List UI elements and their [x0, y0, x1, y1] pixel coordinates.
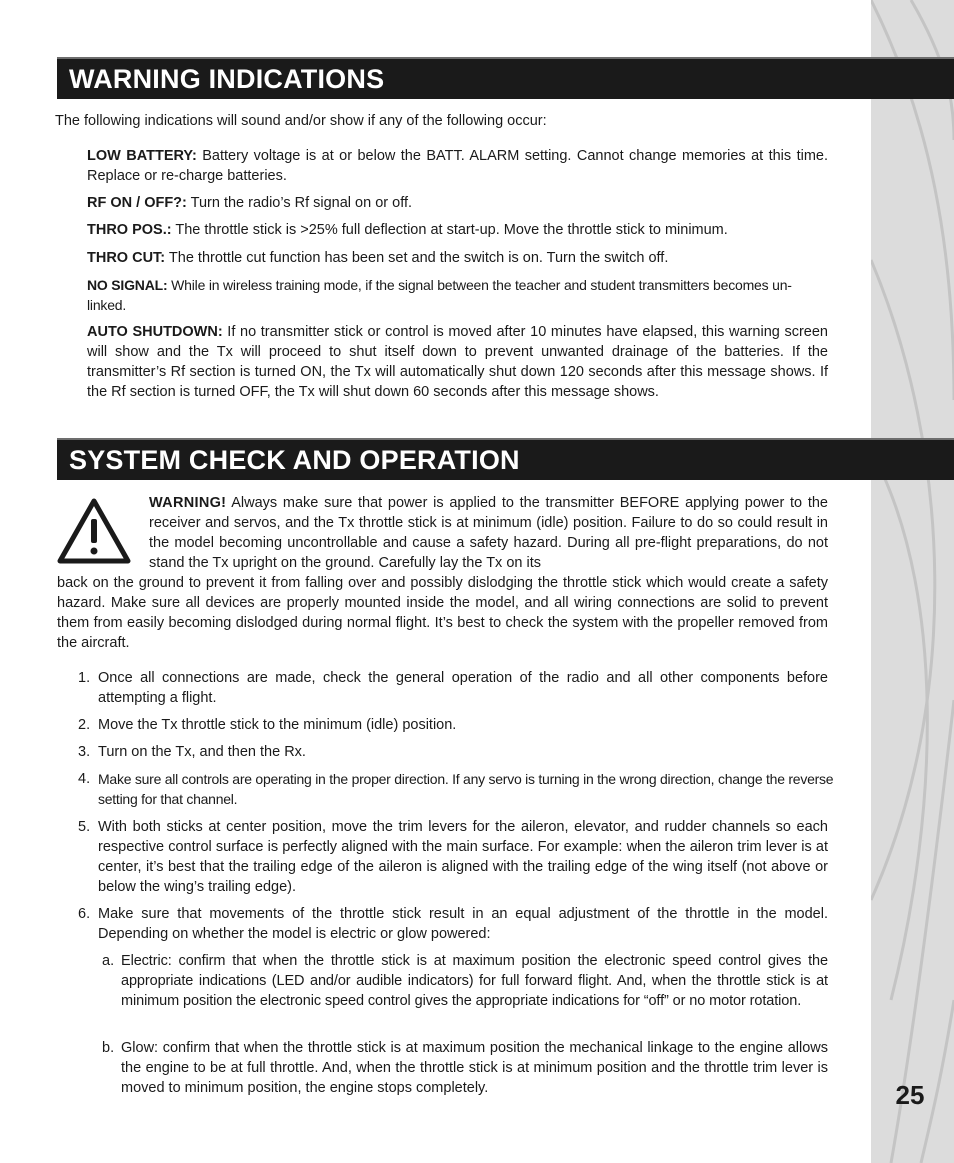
indication-label: AUTO SHUTDOWN:	[87, 324, 223, 340]
indication-item-thro-pos	[87, 220, 847, 240]
section-banner-warning-indications	[57, 57, 954, 99]
warning-triangle-icon	[56, 497, 132, 565]
warning-text-top: Always make sure that power is applied to the transmitter BEFORE applying power to the receiver and servos, and the Tx throttle stick is at minimum (idle) position. Failure to do so could result in the model becoming uncontrollable and cause a safety hazard. During all pre-flight preparations, do not stand the Tx upright on the ground. Carefully lay the Tx on its	[149, 495, 828, 571]
indication-text: If no transmitter stick or control is moved after 10 minutes have elapsed, this warning screen will show and the Tx will proceed to shut itself down to prevent unwanted drainage of the batteries. If the transmitter’s Rf section is turned ON, the Tx will automatically shut down 120 seconds after this message shows. If the Rf section is turned OFF, the Tx will shut down 60 seconds after this message shows.	[87, 324, 828, 400]
step-text: Move the Tx throttle stick to the minimum (idle) position.	[98, 717, 457, 733]
indication-text: The throttle stick is >25% full deflection at start-up. Move the throttle stick to minimum.	[171, 222, 728, 238]
warning-paragraph-top	[149, 493, 828, 573]
indication-item-thro-cut	[87, 248, 847, 268]
step-number: 2.	[78, 717, 91, 733]
indication-item-low-battery	[87, 146, 828, 186]
intro-text: The following indications will sound and/or show if any of the following occur:	[55, 113, 547, 129]
substep-letter: a.	[102, 953, 115, 969]
substep-text: Electric: confirm that when the throttle stick is at maximum position the electronic speed control gives the appropriate indications (LED and/or audible indicators) for full forward flight. And, when the throttle stick is at minimum position the electronic speed control gives the appropriate indications for “off” or no motor rotation.	[121, 953, 828, 1009]
section-banner-system-check	[57, 438, 954, 480]
substep-letter: b.	[102, 1040, 115, 1056]
indication-label: THRO POS.:	[87, 222, 172, 238]
indication-label: NO SIGNAL:	[87, 277, 168, 293]
substep-text: Glow: confirm that when the throttle stick is at maximum position the mechanical linkage to the engine allows the engine to be at full throttle. And, when the throttle stick is at minimum position and the throttle trim lever is moved to minimum position, the engine stops completely.	[121, 1040, 828, 1096]
indication-item-rf-on-off	[87, 193, 828, 213]
indication-item-no-signal	[87, 275, 828, 315]
warning-label: WARNING!	[149, 495, 227, 511]
section-heading: SYSTEM CHECK AND OPERATION	[69, 445, 520, 475]
indication-label: LOW BATTERY:	[87, 148, 197, 164]
indication-text: While in wireless training mode, if the signal between the teacher and student transmitters becomes un-linked.	[87, 277, 792, 313]
step-number: 5.	[78, 819, 91, 835]
step-text: Make sure all controls are operating in the proper direction. If any servo is turning in the wrong direction, change the reverse setting for that channel.	[98, 771, 834, 807]
step-number: 4.	[78, 771, 91, 787]
indication-label: THRO CUT:	[87, 250, 166, 266]
step-text: Make sure that movements of the throttle stick result in an equal adjustment of the throttle in the model. Depending on whether the model is electric or glow powered:	[98, 906, 828, 942]
step-number: 3.	[78, 744, 91, 760]
indication-item-auto-shutdown	[87, 322, 828, 402]
warning-paragraph-bottom: back on the ground to prevent it from falling over and possibly dislodging the throttle stick which would create a safety hazard. Make sure all devices are properly mounted inside the model, and all wiring connections are solid to prevent them from easily becoming dislodged during normal flight. It’s best to check the system with the propeller removed from the aircraft.	[57, 575, 828, 651]
step-number: 1.	[78, 670, 91, 686]
indication-text: Battery voltage is at or below the BATT. ALARM setting. Cannot change memories at this time. Replace or re-charge batteries.	[87, 148, 828, 184]
step-number: 6.	[78, 906, 91, 922]
step-text: Once all connections are made, check the general operation of the radio and all other components before attempting a flight.	[98, 670, 828, 706]
step-text: With both sticks at center position, move the trim levers for the aileron, elevator, and rudder channels so each respective control surface is perfectly aligned with the main surface. For example: when the aileron trim lever is at center, it’s best that the trailing edge of the aileron is aligned with the trailing edge of the wing itself (not above or below the wing’s trailing edge).	[98, 819, 828, 895]
indication-text: Turn the radio’s Rf signal on or off.	[186, 195, 413, 211]
step-text: Turn on the Tx, and then the Rx.	[98, 744, 306, 760]
page-sidebar	[871, 0, 954, 1163]
sidebar-arc-decoration	[871, 0, 954, 1163]
indication-text: The throttle cut function has been set and the switch is on. Turn the switch off.	[165, 250, 669, 266]
page-number: 25	[895, 1080, 925, 1110]
section-heading: WARNING INDICATIONS	[69, 64, 385, 94]
indication-label: RF ON / OFF?:	[87, 195, 187, 211]
